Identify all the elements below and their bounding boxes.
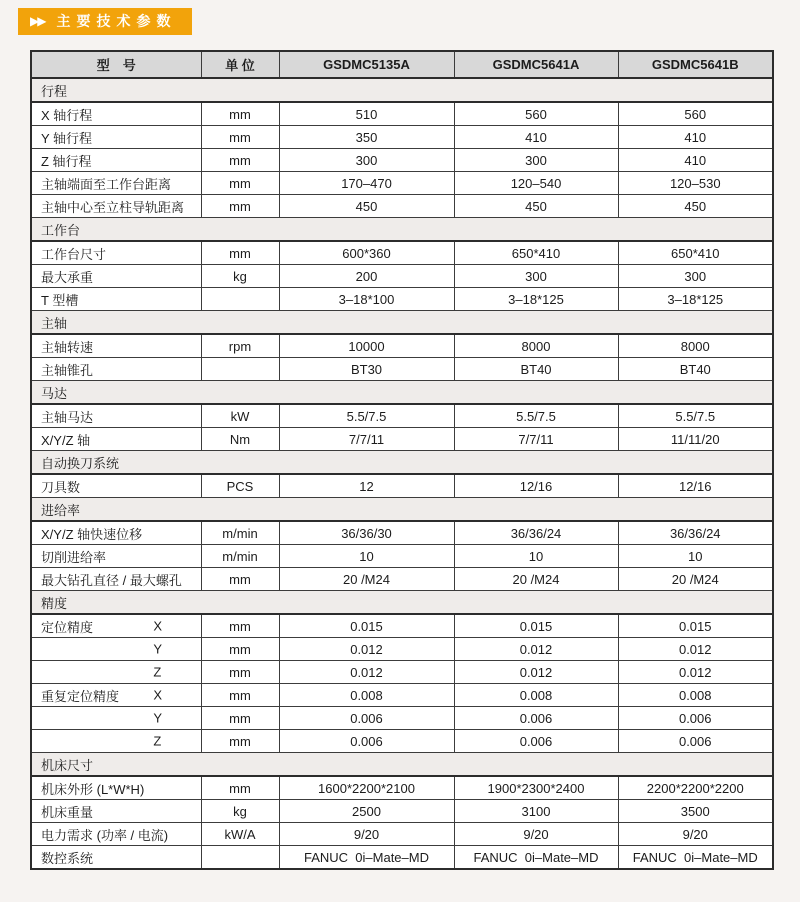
table-row <box>31 334 773 358</box>
row-label: 工作台尺寸 <box>41 246 107 262</box>
section-row <box>31 311 773 335</box>
value-cell-model-0: 5.5/7.5 <box>279 404 454 428</box>
value-cell-model-2: BT40 <box>618 358 773 381</box>
section-row <box>31 381 773 405</box>
value-cell-model-2: 5.5/7.5 <box>618 404 773 428</box>
value-cell-model-1: 0.015 <box>454 614 618 638</box>
row-label-cell <box>31 126 201 149</box>
unit-cell: mm <box>201 195 279 218</box>
value-cell-model-0: 12 <box>279 474 454 498</box>
value-cell-model-2: 0.008 <box>618 684 773 707</box>
section-label: 工作台 <box>31 218 773 242</box>
section-row <box>31 451 773 475</box>
column-header-4: GSDMC5641B <box>618 51 773 78</box>
section-row <box>31 498 773 522</box>
section-label: 机床尺寸 <box>31 753 773 777</box>
table-row <box>31 149 773 172</box>
value-cell-model-2: 300 <box>618 265 773 288</box>
column-header-3: GSDMC5641A <box>454 51 618 78</box>
row-label-cell <box>31 149 201 172</box>
banner-title: 主要技术参数 <box>56 13 177 29</box>
spec-table <box>30 50 774 870</box>
value-cell-model-0: FANUC 0i–Mate–MD <box>279 846 454 870</box>
unit-cell: Nm <box>201 428 279 451</box>
value-cell-model-1: 120–540 <box>454 172 618 195</box>
unit-cell <box>201 846 279 870</box>
row-label: X 轴行程 <box>41 107 93 123</box>
value-cell-model-2: 650*410 <box>618 241 773 265</box>
unit-cell: PCS <box>201 474 279 498</box>
section-row <box>31 78 773 102</box>
value-cell-model-0: 0.015 <box>279 614 454 638</box>
unit-cell: rpm <box>201 334 279 358</box>
axis-label: X <box>153 687 162 703</box>
unit-cell: kW/A <box>201 823 279 846</box>
row-label-cell <box>31 661 201 684</box>
row-label-cell <box>31 823 201 846</box>
value-cell-model-1: 7/7/11 <box>454 428 618 451</box>
value-cell-model-0: 600*360 <box>279 241 454 265</box>
table-row <box>31 358 773 381</box>
value-cell-model-2: 9/20 <box>618 823 773 846</box>
value-cell-model-2: 410 <box>618 126 773 149</box>
row-label: 重复定位精度 <box>41 688 120 704</box>
value-cell-model-2: 0.006 <box>618 707 773 730</box>
unit-cell: mm <box>201 172 279 195</box>
axis-label: X <box>153 618 162 634</box>
unit-cell: mm <box>201 707 279 730</box>
row-label-cell <box>31 684 201 707</box>
section-row <box>31 218 773 242</box>
value-cell-model-2: 20 /M24 <box>618 568 773 591</box>
row-label-cell <box>31 358 201 381</box>
unit-cell: mm <box>201 241 279 265</box>
table-row <box>31 126 773 149</box>
axis-label: Y <box>153 710 162 726</box>
value-cell-model-0: 170–470 <box>279 172 454 195</box>
value-cell-model-0: 510 <box>279 102 454 126</box>
unit-cell: m/min <box>201 521 279 545</box>
row-label-cell <box>31 707 201 730</box>
value-cell-model-0: 2500 <box>279 800 454 823</box>
row-label-cell <box>31 404 201 428</box>
value-cell-model-1: 36/36/24 <box>454 521 618 545</box>
value-cell-model-2: 0.012 <box>618 661 773 684</box>
row-label-cell <box>31 428 201 451</box>
table-row <box>31 545 773 568</box>
axis-label: Z <box>153 733 162 749</box>
value-cell-model-2: 2200*2200*2200 <box>618 776 773 800</box>
row-label: 最大钻孔直径 / 最大螺孔 <box>41 572 182 588</box>
value-cell-model-1: 3100 <box>454 800 618 823</box>
unit-cell: kW <box>201 404 279 428</box>
row-label-cell <box>31 800 201 823</box>
row-label: T 型槽 <box>41 292 79 308</box>
value-cell-model-2: 11/11/20 <box>618 428 773 451</box>
unit-cell: mm <box>201 614 279 638</box>
unit-cell: mm <box>201 684 279 707</box>
value-cell-model-1: 0.012 <box>454 661 618 684</box>
value-cell-model-1: 12/16 <box>454 474 618 498</box>
value-cell-model-1: 0.012 <box>454 638 618 661</box>
value-cell-model-0: 3–18*100 <box>279 288 454 311</box>
column-header-2: GSDMC5135A <box>279 51 454 78</box>
row-label-cell <box>31 265 201 288</box>
value-cell-model-2: 36/36/24 <box>618 521 773 545</box>
section-label: 自动换刀系统 <box>31 451 773 475</box>
value-cell-model-2: 10 <box>618 545 773 568</box>
row-label-cell <box>31 614 201 638</box>
value-cell-model-1: FANUC 0i–Mate–MD <box>454 846 618 870</box>
table-row <box>31 172 773 195</box>
value-cell-model-2: 560 <box>618 102 773 126</box>
table-row <box>31 776 773 800</box>
unit-cell: kg <box>201 265 279 288</box>
value-cell-model-1: 300 <box>454 149 618 172</box>
header-row <box>31 51 773 78</box>
unit-cell: mm <box>201 568 279 591</box>
section-label: 精度 <box>31 591 773 615</box>
row-label: 数控系统 <box>41 850 94 866</box>
row-label: 机床外形 (L*W*H) <box>41 781 145 797</box>
row-label-cell <box>31 102 201 126</box>
row-label-cell <box>31 334 201 358</box>
section-row <box>31 591 773 615</box>
unit-cell: mm <box>201 638 279 661</box>
value-cell-model-0: 300 <box>279 149 454 172</box>
row-label: Y 轴行程 <box>41 130 93 146</box>
unit-cell: mm <box>201 126 279 149</box>
row-label: 刀具数 <box>41 479 81 495</box>
value-cell-model-1: 1900*2300*2400 <box>454 776 618 800</box>
value-cell-model-1: BT40 <box>454 358 618 381</box>
value-cell-model-0: 36/36/30 <box>279 521 454 545</box>
table-row <box>31 800 773 823</box>
table-row <box>31 428 773 451</box>
section-label: 主轴 <box>31 311 773 335</box>
row-label-cell <box>31 241 201 265</box>
column-header-0: 型 号 <box>31 51 201 78</box>
value-cell-model-2: 3–18*125 <box>618 288 773 311</box>
value-cell-model-1: 20 /M24 <box>454 568 618 591</box>
row-label-cell <box>31 545 201 568</box>
value-cell-model-2: 0.012 <box>618 638 773 661</box>
table-row <box>31 474 773 498</box>
row-label: 主轴中心至立柱导轨距离 <box>41 199 185 215</box>
value-cell-model-2: 8000 <box>618 334 773 358</box>
unit-cell: mm <box>201 149 279 172</box>
table-row <box>31 707 773 730</box>
row-label: X/Y/Z 轴快速位移 <box>41 526 143 542</box>
unit-cell <box>201 358 279 381</box>
value-cell-model-1: 450 <box>454 195 618 218</box>
table-row <box>31 730 773 753</box>
value-cell-model-1: 3–18*125 <box>454 288 618 311</box>
value-cell-model-2: 0.006 <box>618 730 773 753</box>
value-cell-model-0: 0.012 <box>279 638 454 661</box>
unit-cell: m/min <box>201 545 279 568</box>
unit-cell <box>201 288 279 311</box>
section-label: 进给率 <box>31 498 773 522</box>
row-label: X/Y/Z 轴 <box>41 432 91 448</box>
table-row <box>31 404 773 428</box>
unit-cell: mm <box>201 102 279 126</box>
value-cell-model-0: 7/7/11 <box>279 428 454 451</box>
value-cell-model-1: 10 <box>454 545 618 568</box>
value-cell-model-0: 1600*2200*2100 <box>279 776 454 800</box>
row-label: 主轴端面至工作台距离 <box>41 176 172 192</box>
table-row <box>31 568 773 591</box>
table-row <box>31 661 773 684</box>
row-label-cell <box>31 776 201 800</box>
value-cell-model-1: 0.006 <box>454 707 618 730</box>
row-label-cell <box>31 846 201 870</box>
value-cell-model-0: 10000 <box>279 334 454 358</box>
row-label: 主轴转速 <box>41 339 94 355</box>
row-label: 切削进给率 <box>41 549 107 565</box>
value-cell-model-0: 350 <box>279 126 454 149</box>
value-cell-model-0: 10 <box>279 545 454 568</box>
unit-cell: kg <box>201 800 279 823</box>
value-cell-model-2: 3500 <box>618 800 773 823</box>
value-cell-model-1: 300 <box>454 265 618 288</box>
row-label-cell <box>31 521 201 545</box>
row-label-cell <box>31 638 201 661</box>
table-row <box>31 684 773 707</box>
value-cell-model-0: 0.006 <box>279 707 454 730</box>
value-cell-model-1: 8000 <box>454 334 618 358</box>
table-row <box>31 265 773 288</box>
row-label: 定位精度 <box>41 619 94 635</box>
row-label: 最大承重 <box>41 269 94 285</box>
value-cell-model-0: 9/20 <box>279 823 454 846</box>
value-cell-model-1: 9/20 <box>454 823 618 846</box>
row-label: 主轴锥孔 <box>41 362 94 378</box>
value-cell-model-2: 120–530 <box>618 172 773 195</box>
table-row <box>31 195 773 218</box>
row-label-cell <box>31 568 201 591</box>
row-label-cell <box>31 474 201 498</box>
value-cell-model-2: FANUC 0i–Mate–MD <box>618 846 773 870</box>
value-cell-model-0: BT30 <box>279 358 454 381</box>
unit-cell: mm <box>201 776 279 800</box>
value-cell-model-0: 0.012 <box>279 661 454 684</box>
table-row <box>31 521 773 545</box>
value-cell-model-2: 0.015 <box>618 614 773 638</box>
value-cell-model-1: 0.006 <box>454 730 618 753</box>
table-row <box>31 823 773 846</box>
value-cell-model-0: 450 <box>279 195 454 218</box>
row-label-cell <box>31 172 201 195</box>
table-row <box>31 614 773 638</box>
row-label: Z 轴行程 <box>41 153 92 169</box>
value-cell-model-0: 20 /M24 <box>279 568 454 591</box>
table-row <box>31 288 773 311</box>
row-label: 主轴马达 <box>41 409 94 425</box>
row-label-cell <box>31 288 201 311</box>
value-cell-model-0: 0.006 <box>279 730 454 753</box>
section-row <box>31 753 773 777</box>
axis-label: Z <box>153 664 162 680</box>
value-cell-model-1: 5.5/7.5 <box>454 404 618 428</box>
row-label: 机床重量 <box>41 804 94 820</box>
value-cell-model-1: 410 <box>454 126 618 149</box>
value-cell-model-1: 650*410 <box>454 241 618 265</box>
value-cell-model-1: 0.008 <box>454 684 618 707</box>
section-banner <box>18 8 192 35</box>
value-cell-model-0: 200 <box>279 265 454 288</box>
unit-cell: mm <box>201 730 279 753</box>
row-label: 电力需求 (功率 / 电流) <box>41 827 169 843</box>
table-row <box>31 638 773 661</box>
value-cell-model-0: 0.008 <box>279 684 454 707</box>
value-cell-model-2: 450 <box>618 195 773 218</box>
unit-cell: mm <box>201 661 279 684</box>
table-row <box>31 846 773 870</box>
value-cell-model-2: 12/16 <box>618 474 773 498</box>
value-cell-model-2: 410 <box>618 149 773 172</box>
column-header-1: 单 位 <box>201 51 279 78</box>
section-label: 马达 <box>31 381 773 405</box>
table-row <box>31 102 773 126</box>
double-arrow-icon: ▶▶ <box>30 14 45 28</box>
section-label: 行程 <box>31 78 773 102</box>
row-label-cell <box>31 195 201 218</box>
axis-label: Y <box>153 641 162 657</box>
table-row <box>31 241 773 265</box>
value-cell-model-1: 560 <box>454 102 618 126</box>
row-label-cell <box>31 730 201 753</box>
